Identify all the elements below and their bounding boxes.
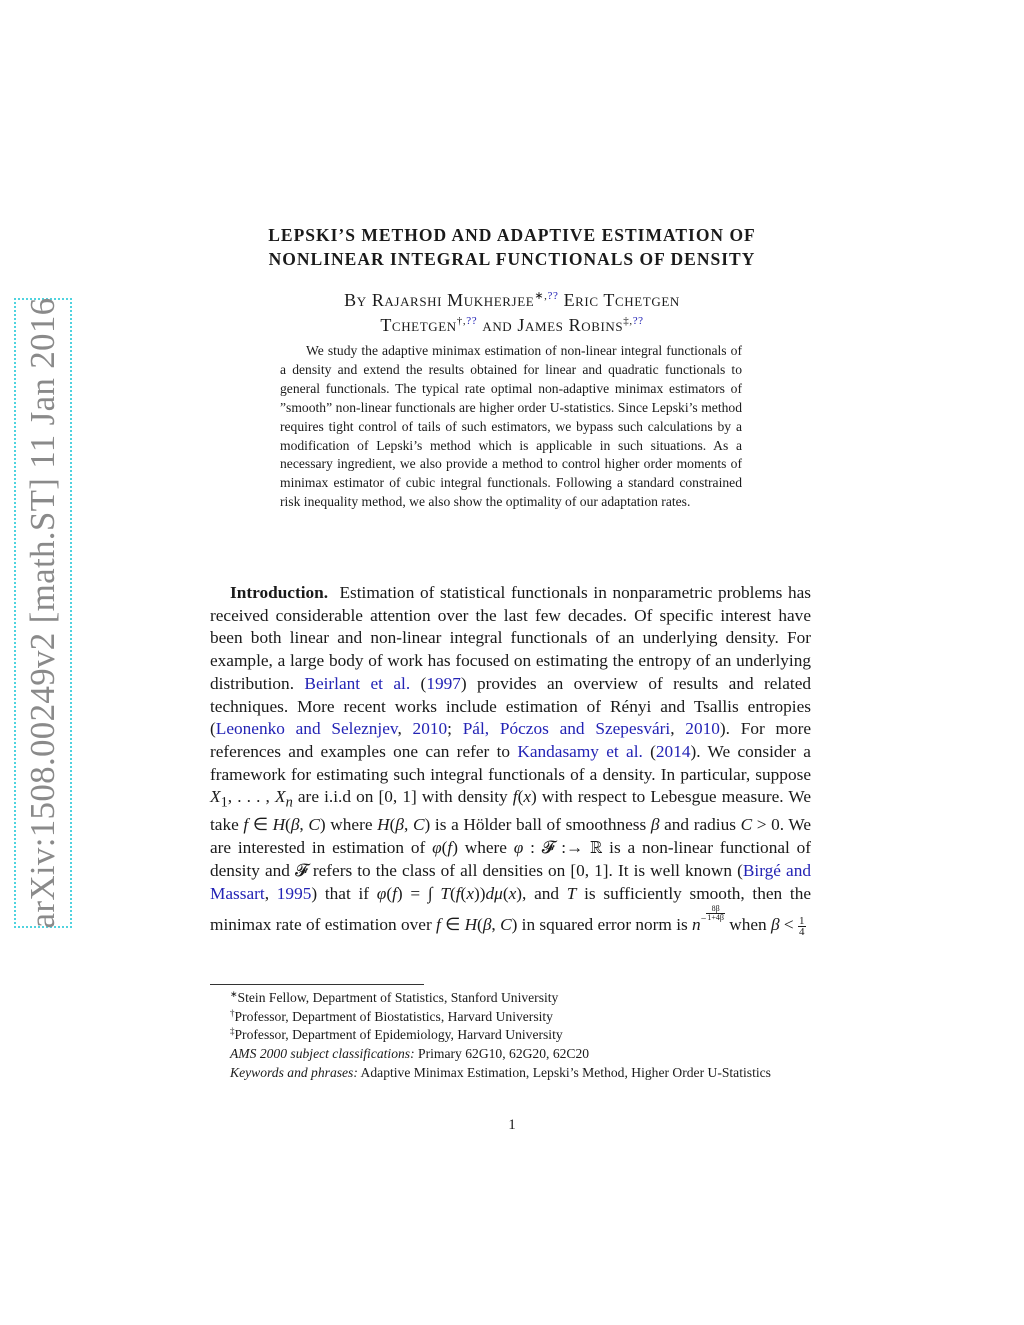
- page-number: 1: [508, 1117, 516, 1133]
- footnote-2: †Professor, Department of Biostatistics, Harvard University: [230, 1007, 553, 1024]
- citation-birge-year[interactable]: 1995: [276, 883, 312, 903]
- citation-pal[interactable]: Pál, Póczos and Szepesvári: [462, 719, 671, 739]
- citation-kandasamy[interactable]: Kandasamy et al.: [517, 741, 643, 761]
- author-line-1: [200, 288, 824, 313]
- author-line-2: [200, 313, 824, 338]
- section-heading: Introduction.: [230, 583, 329, 602]
- citation-birge[interactable]: Birgé and Massart: [210, 860, 811, 903]
- footnotes: [210, 989, 811, 1083]
- author-1: By Rajarshi Mukherjee: [344, 290, 535, 310]
- citation-beirlant[interactable]: Beirlant et al.: [304, 673, 411, 693]
- paper-title: [200, 223, 824, 271]
- title-line-2: NONLINEAR INTEGRAL FUNCTIONALS OF DENSITY: [268, 249, 756, 269]
- citation-beirlant-year[interactable]: 1997: [426, 673, 461, 693]
- author-3: and James Robins: [482, 315, 624, 335]
- arxiv-id-text: arXiv:1508.00249v2 [math.ST] 11 Jan 2016: [23, 297, 62, 929]
- footnote-1: ∗Stein Fellow, Department of Statistics, Stanford University: [230, 989, 559, 1005]
- footnote-divider: [210, 984, 424, 985]
- footnote-3: ‡Professor, Department of Epidemiology, Harvard University: [230, 1026, 563, 1043]
- citation-leonenko-year[interactable]: 2010: [412, 719, 448, 739]
- author-2-mark: †,??: [456, 315, 478, 327]
- keywords: Keywords and phrases: Adaptive Minimax Estimation, Lepski’s Method, Higher Order U-Statistics: [230, 1064, 771, 1080]
- author-list: [200, 288, 824, 338]
- introduction-paragraph: Introduction. Estimation of statistical functionals in nonparametric problems has received considerable attention over the last few decades. Of specific interest have been both linear and non-linear integral functionals of an underlying density. For example, a large body of work has focused on estimating the entropy of an underlying distribution. Beirlant et al. (1997) provides an overview of results and related techniques. More recent works include estimation of Rényi and Tsallis entropies (Leonenko and Seleznjev, 2010; Pál, Póczos and Szepesvári, 2010). For more references and examples one can refer to Kandasamy et al. (2014). We consider a framework for estimating such integral functionals of a density. In particular, suppose $X_1$, . . . , $X_n$ are i.i.d on [0, 1] with density f(x) with respect to Lebesgue measure. We take f ∈ H(β, C) where H(β, C) is a Hölder ball of smoothness β and radius C > 0. We are interested in estimation of φ(f) where φ : 𝓕 :→ ℝ is a non-linear functional of density and 𝓕 refers to the class of all densities on [0, 1]. It is well known (Birgé and Massart, 1995) that if φ(f) = ∫ T(f(x))dμ(x), and T is sufficiently smooth, then the minimax rate of estimation over f ∈ H(β, C) in squared error norm is $n^{- \frac{8\beta}{1+4\beta}}$ when β < $\frac{1}{4}$: [210, 583, 812, 938]
- author-3-mark: ‡,??: [623, 315, 644, 327]
- author-2-second-line: Tchetgen: [380, 315, 457, 335]
- citation-kandasamy-year[interactable]: 2014: [655, 741, 691, 761]
- abstract: We study the adaptive minimax estimation of non-linear integral functionals of a density and extend the results obtained for linear and quadratic functionals to general functionals. The typical rate optimal non-adaptive minimax estimators of ”smooth” non-linear functionals are higher order U-statistics. Since Lepski’s method requires tight control of tails of such estimators, we bypass such calculations by a modification of Lepski’s method which is applicable in such situations. As a necessary ingredient, we also provide a method to control higher order moments of minimax estimator of cubic integral functionals. Following a standard constrained risk inequality method, we also show the optimality of our adaptation rates.: [280, 343, 742, 510]
- arxiv-identifier-stamp: [14, 298, 72, 928]
- citation-pal-year[interactable]: 2010: [685, 719, 720, 739]
- title-line-1: LEPSKI’S METHOD AND ADAPTIVE ESTIMATION OF: [268, 225, 756, 245]
- author-1-mark: ∗,??: [534, 290, 559, 302]
- citation-leonenko[interactable]: Leonenko and Seleznjev: [215, 719, 398, 739]
- author-2-first-line: Eric Tchetgen: [563, 290, 680, 310]
- ams-classification: AMS 2000 subject classifications: Primary 62G10, 62G20, 62C20: [230, 1046, 590, 1062]
